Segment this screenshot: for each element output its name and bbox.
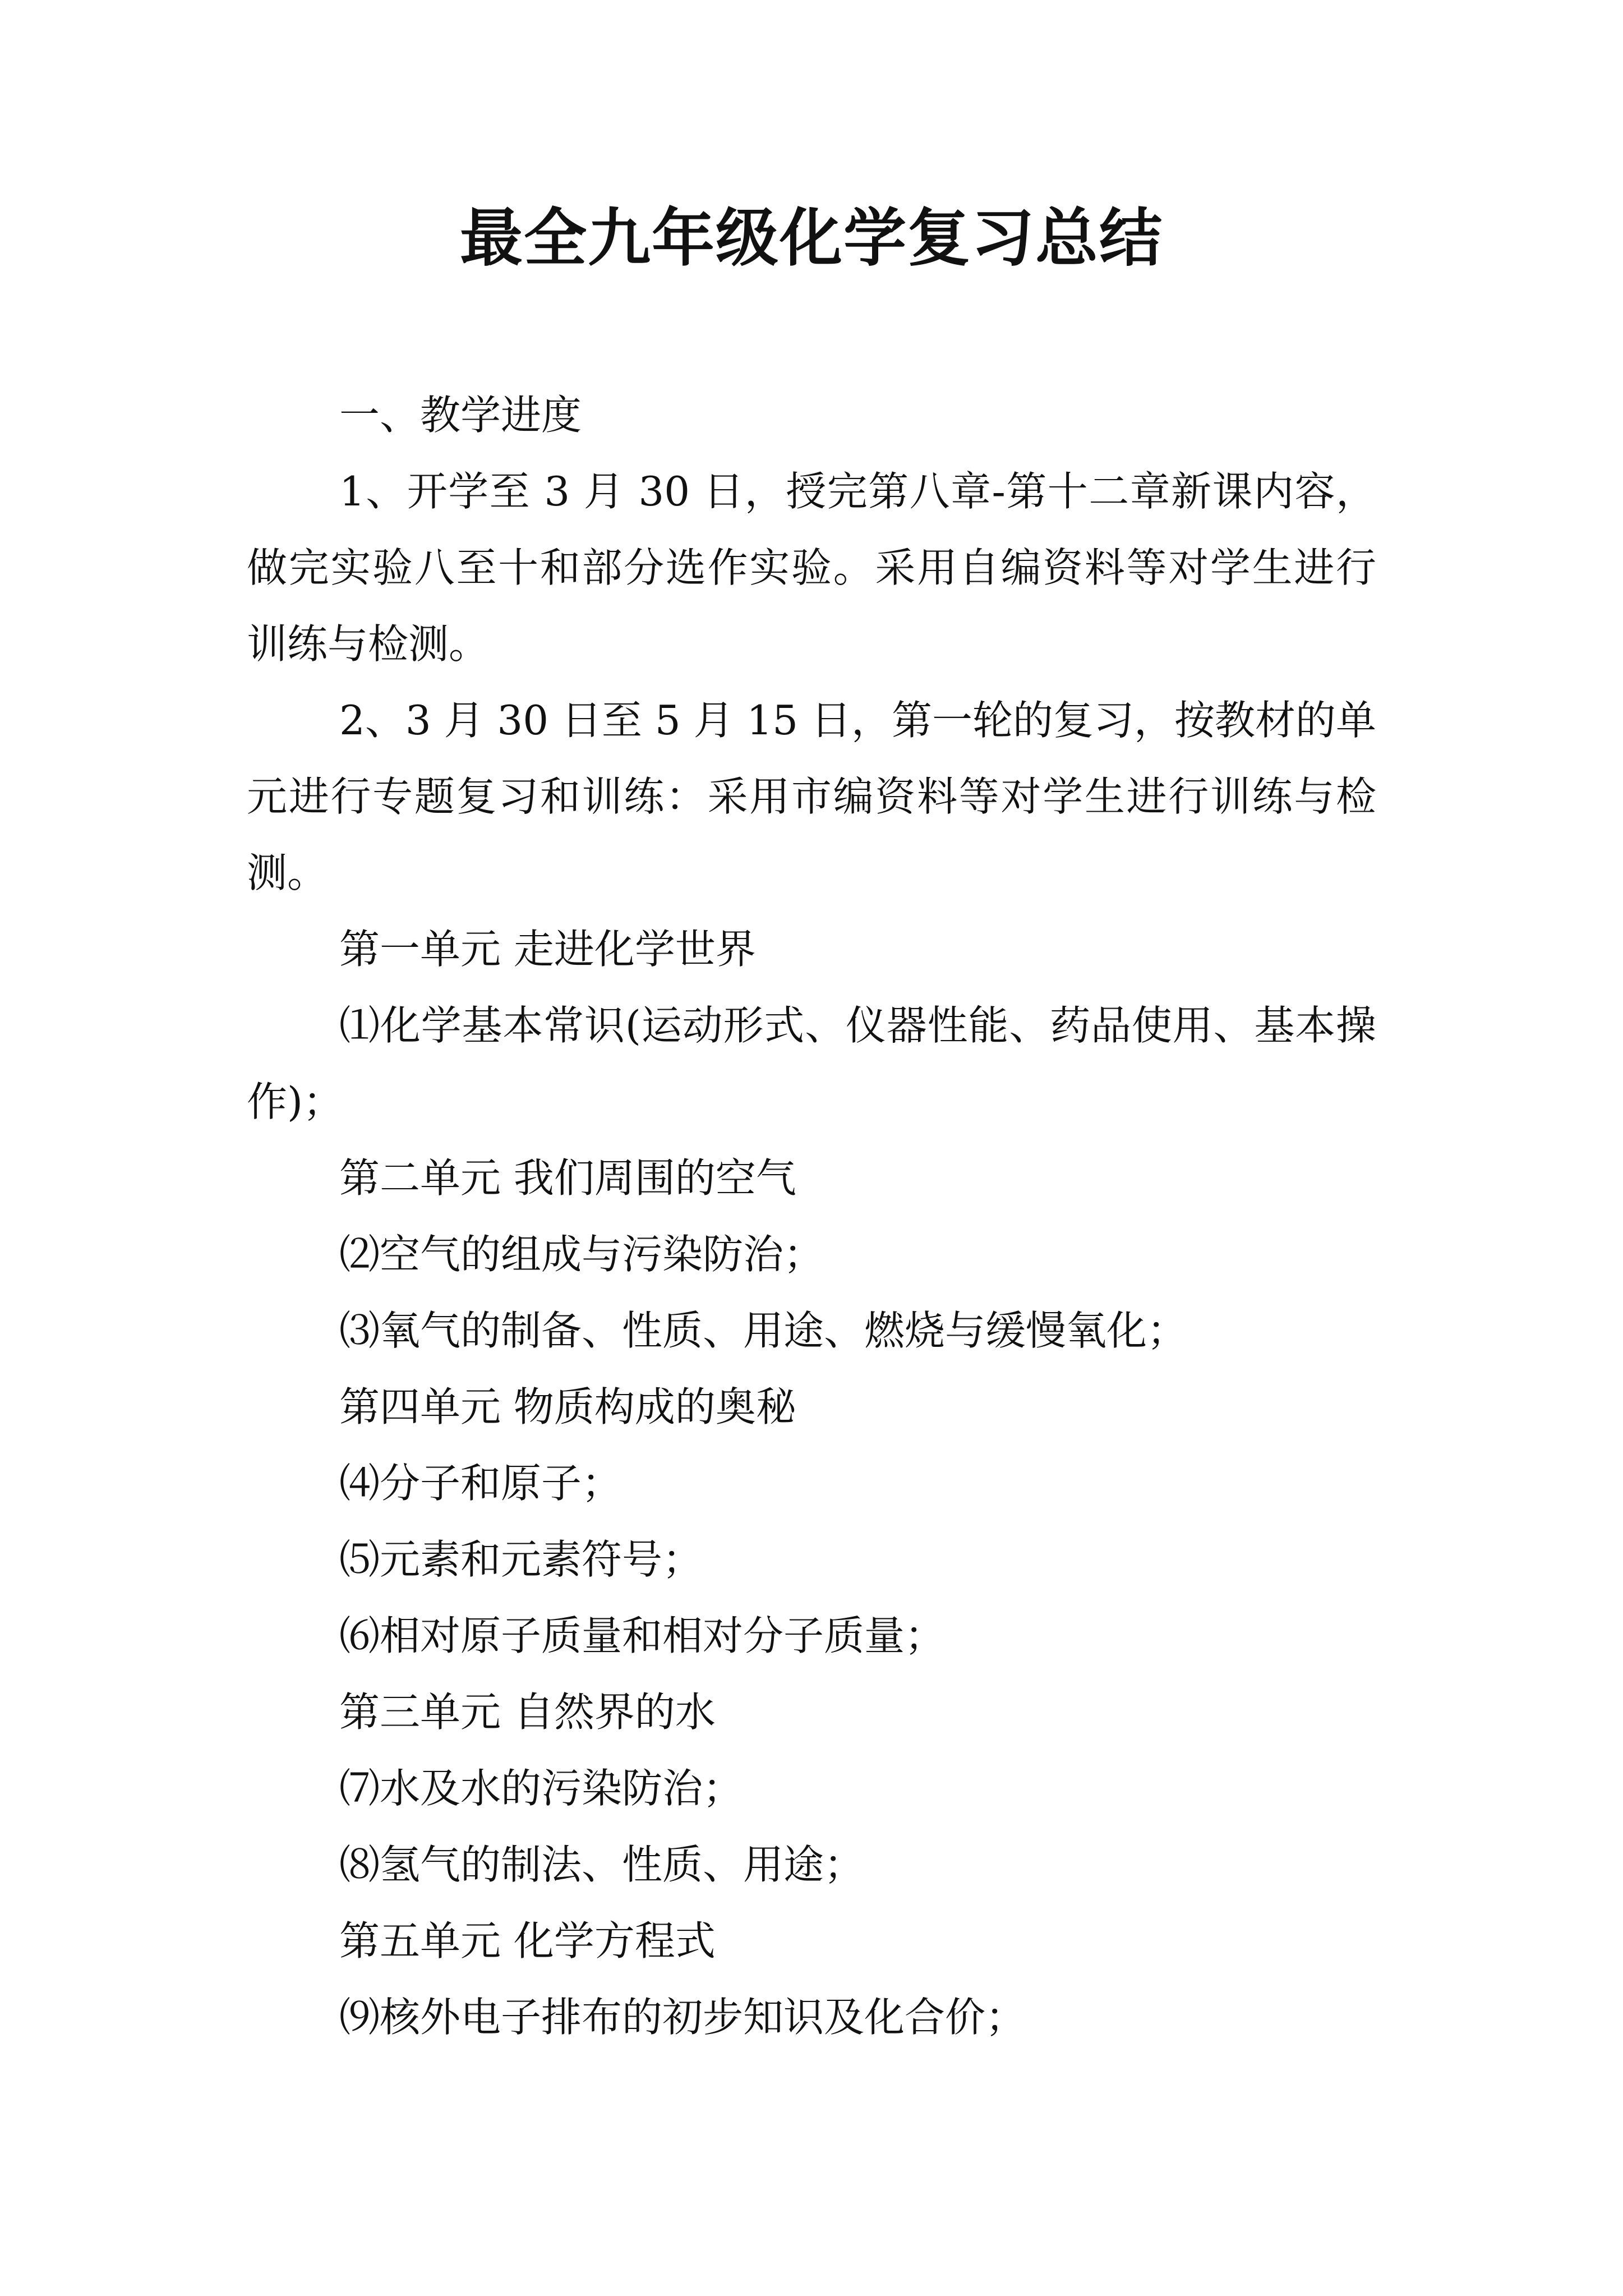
list-item-2: ⑵空气的组成与污染防治； — [339, 1231, 824, 1278]
unit-heading-4: 第四单元 物质构成的奥秘 — [339, 1383, 796, 1430]
section-heading-teaching-progress: 一、教学进度 — [339, 392, 582, 439]
list-item-3: ⑶氧气的制备、性质、用途、燃烧与缓慢氧化； — [339, 1307, 1188, 1354]
unit-heading-5: 第五单元 化学方程式 — [339, 1917, 716, 1964]
unit-heading-2: 第二单元 我们周围的空气 — [339, 1154, 796, 1202]
paragraph-progress-2: 2、3 月 30 日至 5 月 15 日，第一轮的复习，按教材的单元进行专题复习和训练：采用市编资料等对学生进行训练与检测。 — [247, 697, 1376, 896]
list-item-5: ⑸元素和元素符号； — [339, 1536, 703, 1583]
paragraph-progress-1: 1、开学至 3 月 30 日，授完第八章-第十二章新课内容，做完实验八至十和部分选作实验。采用自编资料等对学生进行训练与检测。 — [247, 468, 1376, 668]
list-item-9: ⑼核外电子排布的初步知识及化合价； — [339, 1994, 1026, 2041]
list-item-1: ⑴化学基本常识(运动形式、仪器性能、药品使用、基本操作)； — [247, 1002, 1376, 1125]
document-title: 最全九年级化学复习总结 — [460, 202, 1163, 275]
list-item-8: ⑻氢气的制法、性质、用途； — [339, 1841, 865, 1888]
list-item-6: ⑹相对原子质量和相对分子质量； — [339, 1612, 946, 1659]
list-item-7: ⑺水及水的污染防治； — [339, 1765, 744, 1812]
unit-heading-1: 第一单元 走进化学世界 — [339, 926, 756, 973]
list-item-4: ⑷分子和原子； — [339, 1460, 623, 1507]
unit-heading-3: 第三单元 自然界的水 — [339, 1688, 716, 1736]
document-body — [247, 377, 1376, 2055]
